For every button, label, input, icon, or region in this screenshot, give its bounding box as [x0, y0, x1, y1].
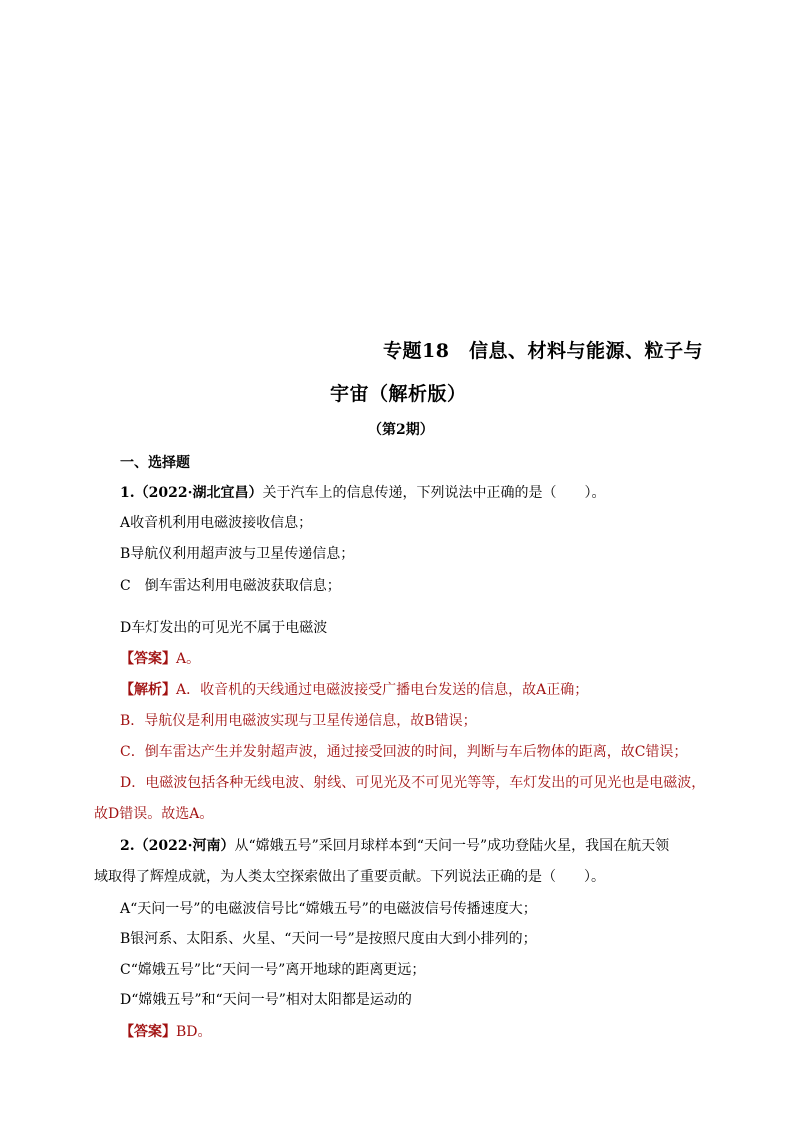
question-1-text: 关于汽车上的信息传递，下列说法中正确的是（ ）。 [262, 485, 606, 501]
question-2-stem-line2: 域取得了辉煌成就，为人类太空探索做出了重要贡献。下列说法正确的是（ ）。 [94, 869, 605, 885]
question-1-analysis-a [120, 680, 588, 700]
question-2-prefix: 2.（2022·河南） [120, 838, 235, 854]
issue-label: （第2期） [368, 422, 434, 438]
question-1-option-b: B导航仪利用超声波与卫星传递信息； [120, 546, 355, 562]
question-2-option-b: B银河系、太阳系、火星、“天问一号”是按照尺度由大到小排列的； [120, 931, 537, 947]
question-2-option-d: D“嫦娥五号”和“天问一号”相对太阳都是运动的 [120, 992, 412, 1008]
question-1-analysis-b: B．导航仪是利用电磁波实现与卫星传递信息，故B错误； [120, 713, 477, 729]
answer-value: A。 [176, 651, 201, 667]
answer-label: 【答案】 [120, 651, 176, 667]
question-1-analysis-d-cont: 故D错误。故选A。 [94, 806, 214, 822]
analysis-label: 【解析】 [120, 682, 176, 698]
question-2-stem-line1 [120, 836, 669, 856]
question-1-prefix: 1.（2022·湖北宜昌） [120, 485, 263, 501]
question-1-analysis-d: D．电磁波包括各种无线电波、射线、可见光及不可见光等等，车灯发出的可见光也是电磁波， [120, 775, 706, 791]
page-title-line2: 宇宙（解析版） [330, 383, 467, 405]
analysis-text: A．收音机的天线通过电磁波接受广播电台发送的信息，故A正确； [176, 682, 589, 698]
question-1-option-a: A收音机利用电磁波接收信息； [120, 515, 313, 531]
page-title-line1: 专题18 信息、材料与能源、粒子与 [383, 340, 703, 362]
answer-label: 【答案】 [120, 1024, 176, 1040]
answer-value: BD。 [176, 1024, 212, 1040]
section-heading: 一、选择题 [120, 455, 190, 471]
question-2-answer [120, 1022, 212, 1042]
question-2-option-a: A“天问一号”的电磁波信号比“嫦娥五号”的电磁波信号传播速度大； [120, 901, 537, 917]
question-1-option-d: D车灯发出的可见光不属于电磁波 [120, 620, 328, 636]
question-1-option-c: C 倒车雷达利用电磁波获取信息； [120, 578, 341, 594]
question-2-option-c: C“嫦娥五号”比“天问一号”离开地球的距离更远； [120, 962, 426, 978]
question-1-stem [120, 483, 605, 503]
question-2-text: 从“嫦娥五号”采回月球样本到“天问一号”成功登陆火星，我国在航天领 [234, 838, 670, 854]
question-1-analysis-c: C．倒车雷达产生并发射超声波，通过接受回波的时间，判断与车后物体的距离，故C错误； [120, 744, 688, 760]
question-1-answer [120, 649, 200, 669]
